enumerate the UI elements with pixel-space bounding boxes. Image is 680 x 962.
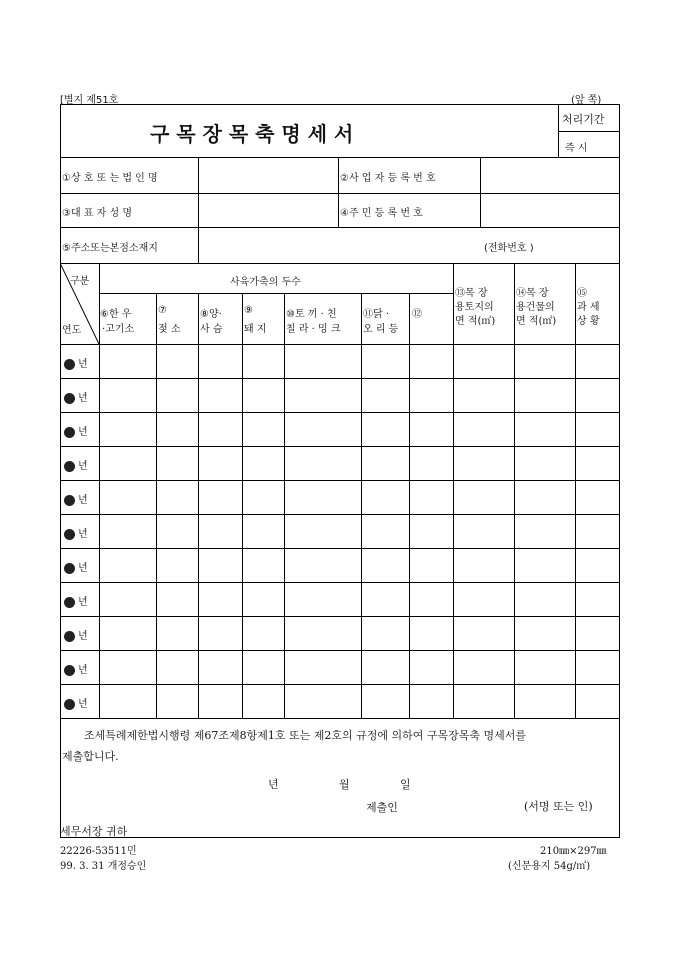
col10-header-b: 칠 라 · 밍 크 [286, 324, 341, 335]
divider [242, 293, 243, 718]
processing-label: 처리기간 [562, 113, 605, 126]
divider [198, 293, 199, 718]
year-circle [64, 359, 75, 370]
year-row-label [64, 389, 88, 404]
page-title: 구 목 장 목 축 명 세 서 [150, 122, 354, 146]
year-circle [64, 665, 75, 676]
year-suffix: 년 [78, 529, 88, 540]
col14-header-b: 용건물의 [516, 302, 555, 313]
col6-header-b: ·고기소 [102, 324, 135, 335]
divider [60, 446, 620, 447]
year-circle [64, 631, 75, 642]
year-suffix: 년 [78, 359, 88, 370]
divider [60, 582, 620, 583]
col13-header-b: 용토지의 [455, 302, 494, 313]
year-circle [64, 495, 75, 506]
divider [60, 193, 620, 194]
year-row-label [64, 627, 88, 642]
year-row-label [64, 457, 88, 472]
divider [514, 263, 515, 718]
col15-header-a: ⑮ [577, 288, 587, 299]
divider [60, 616, 620, 617]
divider [338, 157, 339, 227]
year-suffix: 년 [78, 563, 88, 574]
col14-header-c: 면 적(㎡) [516, 316, 557, 327]
year-row-label [64, 355, 88, 370]
divider [60, 480, 620, 481]
year-circle [64, 427, 75, 438]
corner-top-label: 구분 [70, 276, 90, 287]
signature-label: (서명 또는 인) [524, 800, 593, 813]
divider [99, 293, 453, 294]
col15-header-c: 상 황 [577, 316, 600, 327]
statement-line-1: 조세특례제한법시행령 제67조제8항제1호 또는 제2호의 규정에 의하여 구목장목축 명세서를 [84, 729, 527, 742]
divider [60, 344, 620, 345]
paper-size: 210㎜×297㎜ [540, 846, 607, 857]
year-suffix: 년 [78, 597, 88, 608]
form-number: [별지 제51호 [60, 95, 119, 106]
col7-header-b: 젖 소 [158, 324, 181, 335]
date-month: 월 [339, 778, 350, 791]
year-circle [64, 699, 75, 710]
year-row-label [64, 593, 88, 608]
col13-header-a: ⑬목 장 [455, 288, 488, 299]
representative-label: ③대 표 자 성 명 [62, 208, 132, 219]
year-suffix: 년 [78, 665, 88, 676]
paper-type: (신문용지 54g/㎡) [508, 861, 591, 872]
submitter-label: 제출인 [366, 801, 398, 814]
divider [60, 548, 620, 549]
year-suffix: 년 [78, 631, 88, 642]
divider [60, 412, 620, 413]
col12-header: ⑫ [412, 309, 422, 320]
year-circle [64, 529, 75, 540]
divider [60, 718, 620, 719]
col9-header-b: 돼 지 [244, 324, 267, 335]
date-year: 년 [268, 778, 279, 791]
divider [60, 650, 620, 651]
divider [60, 514, 620, 515]
col9-header-a: ⑨ [244, 305, 253, 316]
col7-header-a: ⑦ [158, 305, 167, 316]
page-side: (앞 쪽) [571, 95, 602, 106]
col6-header-a: ⑥한 우 [100, 309, 132, 320]
divider [60, 263, 620, 264]
col10-header-a: ⑩토 끼 · 친 [286, 309, 337, 320]
statement-line-2: 제출합니다. [62, 750, 119, 763]
col11-header-a: ⑪닭 · [363, 309, 390, 320]
divider [453, 263, 454, 718]
divider [60, 157, 620, 158]
processing-value: 즉 시 [565, 143, 588, 154]
address-label: ⑤주소또는본점소재지 [62, 243, 158, 254]
year-suffix: 년 [78, 461, 88, 472]
year-row-label [64, 695, 88, 710]
col15-header-b: 과 세 [577, 302, 600, 313]
year-suffix: 년 [78, 495, 88, 506]
divider [284, 293, 285, 718]
divider [480, 157, 481, 227]
footer-code: 22226-53511민 [60, 846, 137, 857]
business-reg-label: ②사 업 자 등 록 번 호 [340, 173, 436, 184]
year-row-label [64, 559, 88, 574]
col11-header-b: 오 리 등 [363, 324, 399, 335]
col13-header-c: 면 적(㎡) [455, 316, 496, 327]
divider [156, 293, 157, 718]
divider [198, 227, 199, 263]
date-day: 일 [400, 778, 411, 791]
year-circle [64, 563, 75, 574]
year-row-label [64, 525, 88, 540]
divider [558, 131, 620, 132]
divider [575, 263, 576, 718]
company-name-label: ①상 호 또 는 법 인 명 [62, 173, 158, 184]
year-circle [64, 393, 75, 404]
divider [198, 157, 199, 227]
divider [60, 684, 620, 685]
livestock-group-label: 사육가축의 두수 [230, 277, 301, 288]
col14-header-a: ⑭목 장 [516, 288, 549, 299]
recipient: 세무서장 귀하 [60, 825, 128, 838]
col8-header-a: ⑧양· [200, 309, 222, 320]
col8-header-b: 사 슴 [200, 324, 223, 335]
year-suffix: 년 [78, 699, 88, 710]
divider [60, 227, 620, 228]
divider [361, 293, 362, 718]
footer-approval: 99. 3. 31 개정승인 [60, 861, 147, 872]
year-circle [64, 461, 75, 472]
corner-bottom-label: 연도 [62, 325, 82, 336]
divider [60, 378, 620, 379]
year-row-label [64, 491, 88, 506]
divider [409, 293, 410, 718]
year-suffix: 년 [78, 427, 88, 438]
resident-reg-label: ④주 민 등 록 번 호 [340, 208, 423, 219]
phone-label: (전화번호 ) [484, 243, 534, 254]
year-circle [64, 597, 75, 608]
year-row-label [64, 423, 88, 438]
year-suffix: 년 [78, 393, 88, 404]
year-row-label [64, 661, 88, 676]
divider [558, 104, 559, 157]
divider [99, 263, 100, 718]
